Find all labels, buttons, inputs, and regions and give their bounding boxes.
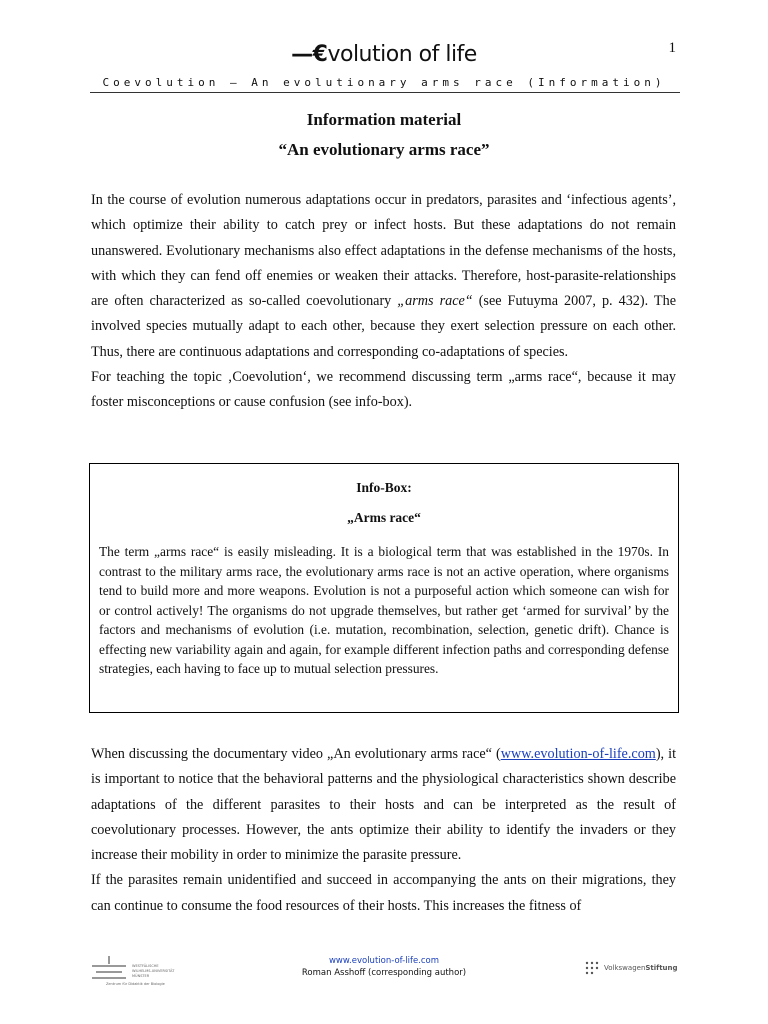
paragraph-documentary (91, 742, 676, 868)
header-subtitle: Coevolution – An evolutionary arms race (Information) (102, 76, 666, 89)
stiftung-text-2: Stiftung (645, 964, 678, 972)
info-box-title: Info-Box: (356, 480, 412, 495)
info-box-subtitle: „Arms race“ (347, 510, 421, 525)
university-name-line-2: WILHELMS-UNIVERSITÄT (132, 969, 175, 973)
paragraph-intro (91, 188, 676, 365)
logo-e-mark-icon: —€ (291, 42, 328, 67)
info-box (89, 463, 679, 713)
volkswagen-stiftung-logo (584, 960, 684, 980)
footer-author: Roman Asshoff (corresponding author) (301, 968, 467, 978)
intro-section (91, 188, 676, 416)
document-title: Information material (306, 110, 462, 129)
document-subtitle: “An evolutionary arms race” (278, 140, 490, 159)
university-name-line-3: MÜNSTER (132, 974, 150, 978)
university-name-line-1: WESTFÄLISCHE (132, 964, 159, 968)
logo-text: volution of life (327, 42, 477, 67)
evolution-of-life-link[interactable]: www.evolution-of-life.com (500, 746, 656, 762)
paragraph-parasites: If the parasites remain unidentified and succeed in accompanying the ants on their migrations, they can continue to consume the food resources of their hosts. This increases the fitness of (91, 872, 676, 914)
paragraph-intro-text-2: (see Futuyma 2007, p. 432). The involved species mutually adapt to each other, because they exert selection pressure on each other. Thus, there are continuous adaptations and corresponding co-adaptations of species. (91, 293, 676, 360)
footer-url[interactable]: www.evolution-of-life.com (328, 956, 440, 966)
info-box-text: The term „arms race“ is easily misleading. It is a biological term that was established in the 1970s. In contrast to the military arms race, the evolutionary arms race is not an active operation, where organisms tend to build more and more weapons. Evolution is not a purposeful action which someone can wish for or control actively! The organisms do not upgrade themselves, but rather get ‘armed for survival’ by the factors and mechanisms of evolution (i.e. mutation, recombination, selection, genetic drift). Chance is effecting new variability again and again, for example different infection paths and corresponding defense strategies, each having to face up to mutual selection pressures. (99, 544, 669, 676)
paragraph-intro-text-1: In the course of evolution numerous adaptations occur in predators, parasites and ‘infectious agents’, which optimize their ability to catch prey or infect hosts. But these adaptations do not remain unanswered. Evolutionary mechanisms also effect adaptations in the defense mechanisms of the hosts, with which they can fend off enemies or weaken their attacks. Therefore, host-parasite-relationships are often characterized as so-called coevolutionary (91, 192, 676, 310)
stiftung-text-1: Volkswagen (604, 964, 646, 972)
university-department: Zentrum für Didaktik der Biologie (106, 982, 165, 986)
arms-race-italic: „arms race“ (397, 293, 473, 310)
stiftung-text (604, 964, 678, 972)
evolution-of-life-logo (0, 42, 768, 67)
header-rule (90, 92, 680, 93)
stiftung-dots-icon (584, 960, 600, 976)
paragraph-documentary-text-1: When discussing the documentary video „An evolutionary arms race“ ( (91, 746, 501, 762)
paragraph-documentary-text-2: ), it is important to notice that the behavioral patterns and the physiological characteristics shown describe adaptations of the different parasites to their hosts and can be interpreted as the result of coevolutionary processes. However, the ants optimize their ability to identify the invaders or they increase their mobility in order to minimize the parasite pressure. (91, 746, 677, 864)
discussion-section (91, 742, 676, 919)
page-number: 1 (668, 40, 676, 56)
paragraph-teaching: For teaching the topic ‚Coevolution‘, we recommend discussing term „arms race“, because it may foster misconceptions or cause confusion (see info-box). (91, 369, 676, 411)
